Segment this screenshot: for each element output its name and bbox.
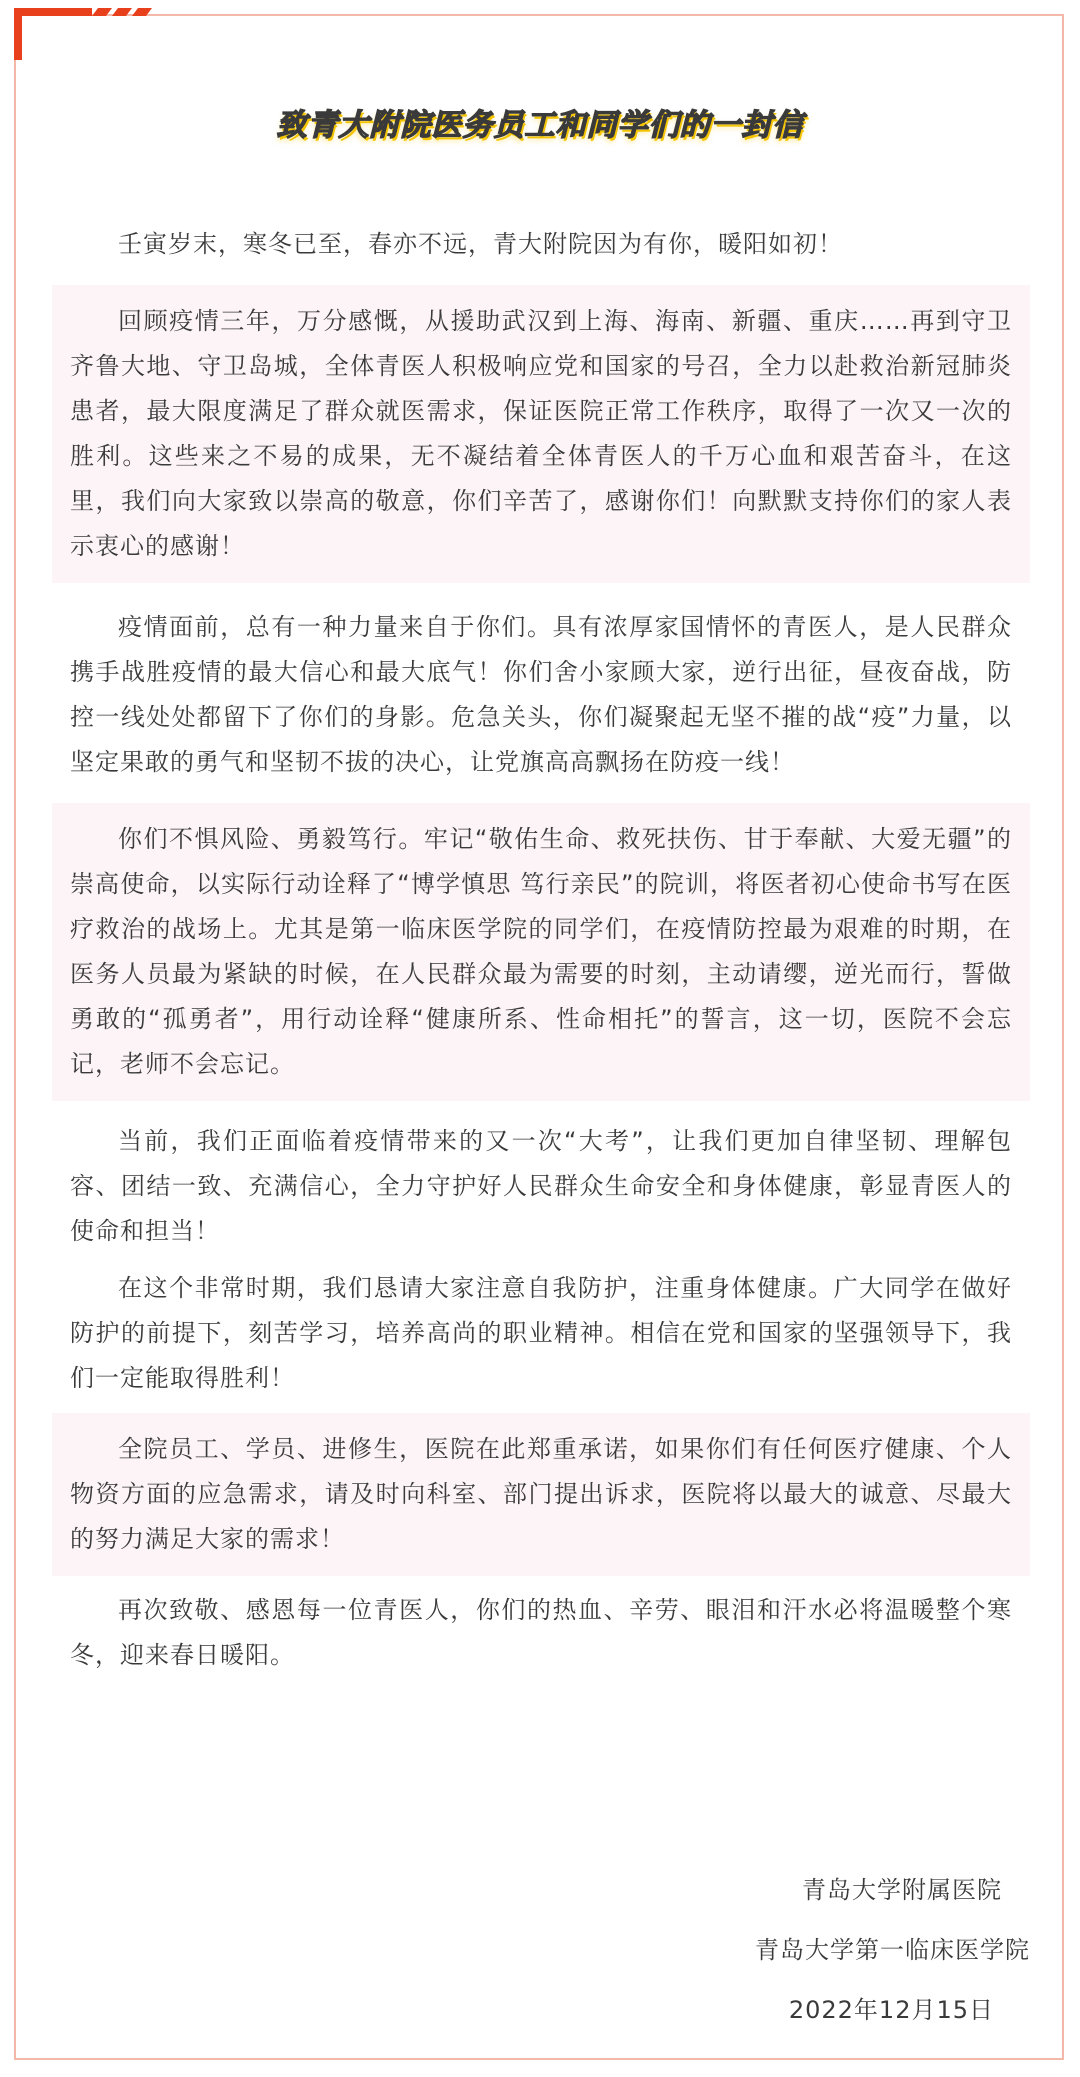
- paragraph-review: 回顾疫情三年，万分感慨，从援助武汉到上海、海南、新疆、重庆……再到守卫齐鲁大地、守卫岛城，全体青医人积极响应党和国家的号召，全力以赴救治新冠肺炎患者，最大限度满足了群众就医需求，保证医院正常工作秩序，取得了一次又一次的胜利。这些来之不易的成果，无不凝结着全体青医人的千万心血和艰苦奋斗，在这里，我们向大家致以崇高的敬意，你们辛苦了，感谢你们！向默默支持你们的家人表示衷心的感谢！: [52, 285, 1030, 583]
- paragraph-current: 当前，我们正面临着疫情带来的又一次“大考”，让我们更加自律坚韧、理解包容、团结一致、充满信心，全力守护好人民群众生命安全和身体健康，彰显青医人的使命和担当！: [70, 1127, 1012, 1245]
- letter-title: 致青大附院医务员工和同学们的一封信: [276, 108, 804, 143]
- signature-date: 2022年12月15日: [788, 1996, 994, 2024]
- paragraph-promise: 全院员工、学员、进修生，医院在此郑重承诺，如果你们有任何医疗健康、个人物资方面的应急需求，请及时向科室、部门提出诉求，医院将以最大的诚意、尽最大的努力满足大家的需求！: [52, 1413, 1030, 1576]
- paragraph-protection: 在这个非常时期，我们恳请大家注意自我防护，注重身体健康。广大同学在做好防护的前提下，刻苦学习，培养高尚的职业精神。相信在党和国家的坚强领导下，我们一定能取得胜利！: [70, 1274, 1012, 1392]
- paragraph-greeting: 壬寅岁末，寒冬已至，春亦不远，青大附院因为有你，暖阳如初！: [118, 230, 843, 258]
- title-area: [0, 100, 1080, 144]
- signature-medical-college: 青岛大学第一临床医学院: [755, 1936, 1030, 1964]
- signature-hospital: 青岛大学附属医院: [802, 1876, 1002, 1904]
- signature-block: [0, 1860, 1080, 2040]
- paragraph-closing: 再次致敬、感恩每一位青医人，你们的热血、辛劳、眼泪和汗水必将温暖整个寒冬，迎来春日暖阳。: [70, 1596, 1012, 1669]
- letter-body: [52, 222, 1030, 1678]
- paragraph-strength: 疫情面前，总有一种力量来自于你们。具有浓厚家国情怀的青医人，是人民群众携手战胜疫情的最大信心和最大底气！你们舍小家顾大家，逆行出征，昼夜奋战，防控一线处处都留下了你们的身影。危急关头，你们凝聚起无坚不摧的战“疫”力量，以坚定果敢的勇气和坚韧不拔的决心，让党旗高高飘扬在防疫一线！: [70, 613, 1012, 776]
- paragraph-courage: 你们不惧风险、勇毅笃行。牢记“敬佑生命、救死扶伤、甘于奉献、大爱无疆”的崇高使命，以实际行动诠释了“博学慎思 笃行亲民”的院训，将医者初心使命书写在医疗救治的战场上。尤其是第一临床医学院的同学们，在疫情防控最为艰难的时期，在医务人员最为紧缺的时候，在人民群众最为需要的时刻，主动请缨，逆光而行，誓做勇敢的“孤勇者”，用行动诠释“健康所系、性命相托”的誓言，这一切，医院不会忘记，老师不会忘记。: [52, 803, 1030, 1101]
